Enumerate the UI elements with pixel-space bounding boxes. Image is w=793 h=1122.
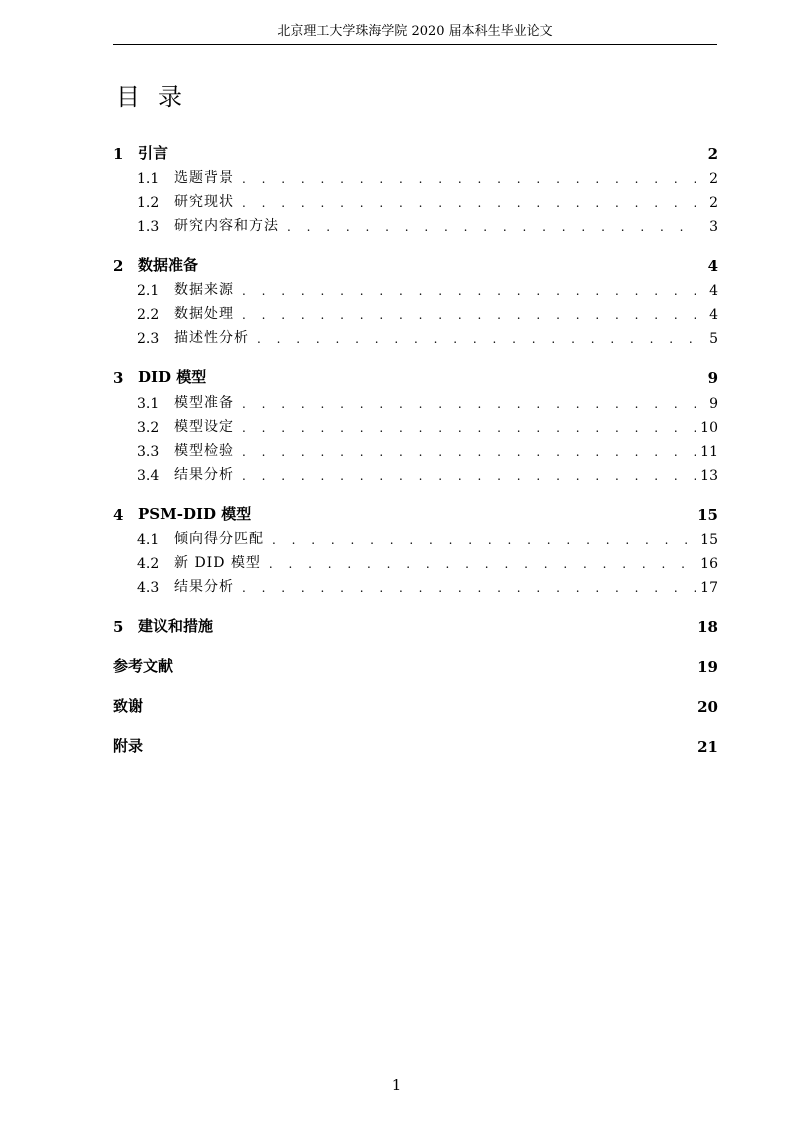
toc-entry-label: 研究内容和方法 bbox=[174, 218, 279, 234]
toc-entry-number: 3 bbox=[113, 369, 124, 387]
toc-entry[interactable] bbox=[113, 614, 718, 636]
toc-entry-number: 4.2 bbox=[137, 556, 160, 572]
toc-entry-label: DID 模型 bbox=[138, 368, 207, 386]
toc-entry-page: 4 bbox=[709, 283, 718, 299]
toc-entry[interactable] bbox=[113, 365, 718, 387]
toc-entry-label: 致谢 bbox=[113, 697, 144, 715]
dot-leader bbox=[242, 283, 696, 299]
dot-leader bbox=[242, 580, 696, 596]
toc-entry[interactable] bbox=[113, 165, 718, 187]
toc-entry-number: 4.3 bbox=[137, 580, 160, 596]
toc-entry-label: 数据来源 bbox=[174, 282, 234, 298]
toc-entry-number: 4.1 bbox=[137, 532, 160, 548]
toc-entry-number: 3.3 bbox=[137, 444, 160, 460]
toc-entry[interactable] bbox=[113, 550, 718, 572]
toc-entry-label: 附录 bbox=[113, 737, 144, 755]
toc-entry-number: 1.2 bbox=[137, 195, 160, 211]
toc-entry-page: 16 bbox=[700, 556, 718, 572]
dot-leader bbox=[257, 331, 696, 347]
toc-entry-number: 1 bbox=[113, 145, 124, 163]
toc-entry-number: 2.2 bbox=[137, 307, 160, 323]
toc-entry-page: 2 bbox=[707, 145, 718, 163]
toc-entry[interactable] bbox=[113, 654, 718, 676]
toc-entry-page: 21 bbox=[697, 738, 718, 756]
toc-entry-page: 3 bbox=[709, 219, 718, 235]
toc-entry[interactable] bbox=[113, 390, 718, 412]
toc-entry-number: 1.3 bbox=[137, 219, 160, 235]
toc-entry-label: 研究现状 bbox=[174, 194, 234, 210]
toc-title: 目录 bbox=[116, 83, 200, 111]
toc-entry[interactable] bbox=[113, 141, 718, 163]
toc-entry[interactable] bbox=[113, 734, 718, 756]
toc-entry[interactable] bbox=[113, 325, 718, 347]
toc-entry-number: 1.1 bbox=[137, 171, 160, 187]
dot-leader bbox=[242, 171, 696, 187]
toc-entry-label: 描述性分析 bbox=[174, 330, 249, 346]
dot-leader bbox=[287, 219, 696, 235]
toc-entry-page: 18 bbox=[697, 618, 718, 636]
toc-entry-number: 3.4 bbox=[137, 468, 160, 484]
dot-leader bbox=[242, 396, 696, 412]
toc-entry-label: 模型设定 bbox=[174, 419, 234, 435]
toc-entry-page: 4 bbox=[707, 257, 718, 275]
toc-entry-label: 模型准备 bbox=[174, 395, 234, 411]
toc-entry[interactable] bbox=[113, 213, 718, 235]
toc-entry[interactable] bbox=[113, 694, 718, 716]
toc-entry[interactable] bbox=[113, 189, 718, 211]
toc-entry-label: 新 DID 模型 bbox=[174, 555, 261, 571]
toc-entry-number: 2 bbox=[113, 257, 124, 275]
dot-leader bbox=[272, 532, 696, 548]
dot-leader bbox=[242, 468, 696, 484]
toc-entry-label: 模型检验 bbox=[174, 443, 234, 459]
toc-entry-label: 选题背景 bbox=[174, 170, 234, 186]
toc-entry-label: PSM-DID 模型 bbox=[138, 505, 252, 523]
toc-entry[interactable] bbox=[113, 438, 718, 460]
toc-entry-page: 13 bbox=[700, 468, 718, 484]
toc-entry-page: 2 bbox=[709, 195, 718, 211]
dot-leader bbox=[242, 420, 696, 436]
toc-entry[interactable] bbox=[113, 253, 718, 275]
toc-entry-page: 11 bbox=[700, 444, 718, 460]
toc-entry-label: 引言 bbox=[138, 144, 169, 162]
dot-leader bbox=[242, 444, 696, 460]
toc-entry-page: 5 bbox=[709, 331, 718, 347]
toc-entry[interactable] bbox=[113, 574, 718, 596]
toc-entry-number: 2.3 bbox=[137, 331, 160, 347]
toc-entry-label: 建议和措施 bbox=[138, 617, 214, 635]
toc-entry[interactable] bbox=[113, 414, 718, 436]
toc-entry[interactable] bbox=[113, 526, 718, 548]
toc-entry-number: 3.1 bbox=[137, 396, 160, 412]
toc-entry-page: 15 bbox=[700, 532, 718, 548]
toc-entry-label: 数据处理 bbox=[174, 306, 234, 322]
toc-entry-page: 17 bbox=[700, 580, 718, 596]
toc-entry-number: 5 bbox=[113, 618, 124, 636]
dot-leader bbox=[269, 556, 696, 572]
toc-entry-label: 数据准备 bbox=[138, 256, 199, 274]
toc-entry-label: 结果分析 bbox=[174, 467, 234, 483]
toc-entry-page: 15 bbox=[697, 506, 718, 524]
toc-entry-page: 10 bbox=[700, 420, 718, 436]
toc-entry-label: 结果分析 bbox=[174, 579, 234, 595]
toc-entry-page: 20 bbox=[697, 698, 718, 716]
toc-entry-page: 19 bbox=[697, 658, 718, 676]
dot-leader bbox=[242, 195, 696, 211]
toc-entry-label: 倾向得分匹配 bbox=[174, 531, 264, 547]
toc-entry-page: 9 bbox=[707, 369, 718, 387]
dot-leader bbox=[242, 307, 696, 323]
running-header: 北京理工大学珠海学院 2020 届本科生毕业论文 bbox=[277, 24, 553, 39]
toc-entry[interactable] bbox=[113, 462, 718, 484]
toc-entry-number: 4 bbox=[113, 506, 124, 524]
toc-entry-page: 2 bbox=[709, 171, 718, 187]
toc-entry[interactable] bbox=[113, 502, 718, 524]
toc-entry-label: 参考文献 bbox=[113, 657, 174, 675]
toc-entry-number: 2.1 bbox=[137, 283, 160, 299]
toc-entry-page: 9 bbox=[709, 396, 718, 412]
toc-entry[interactable] bbox=[113, 301, 718, 323]
toc-entry[interactable] bbox=[113, 277, 718, 299]
header-rule bbox=[113, 44, 717, 45]
page-number: 1 bbox=[391, 1076, 402, 1094]
toc-entry-page: 4 bbox=[709, 307, 718, 323]
toc-entry-number: 3.2 bbox=[137, 420, 160, 436]
